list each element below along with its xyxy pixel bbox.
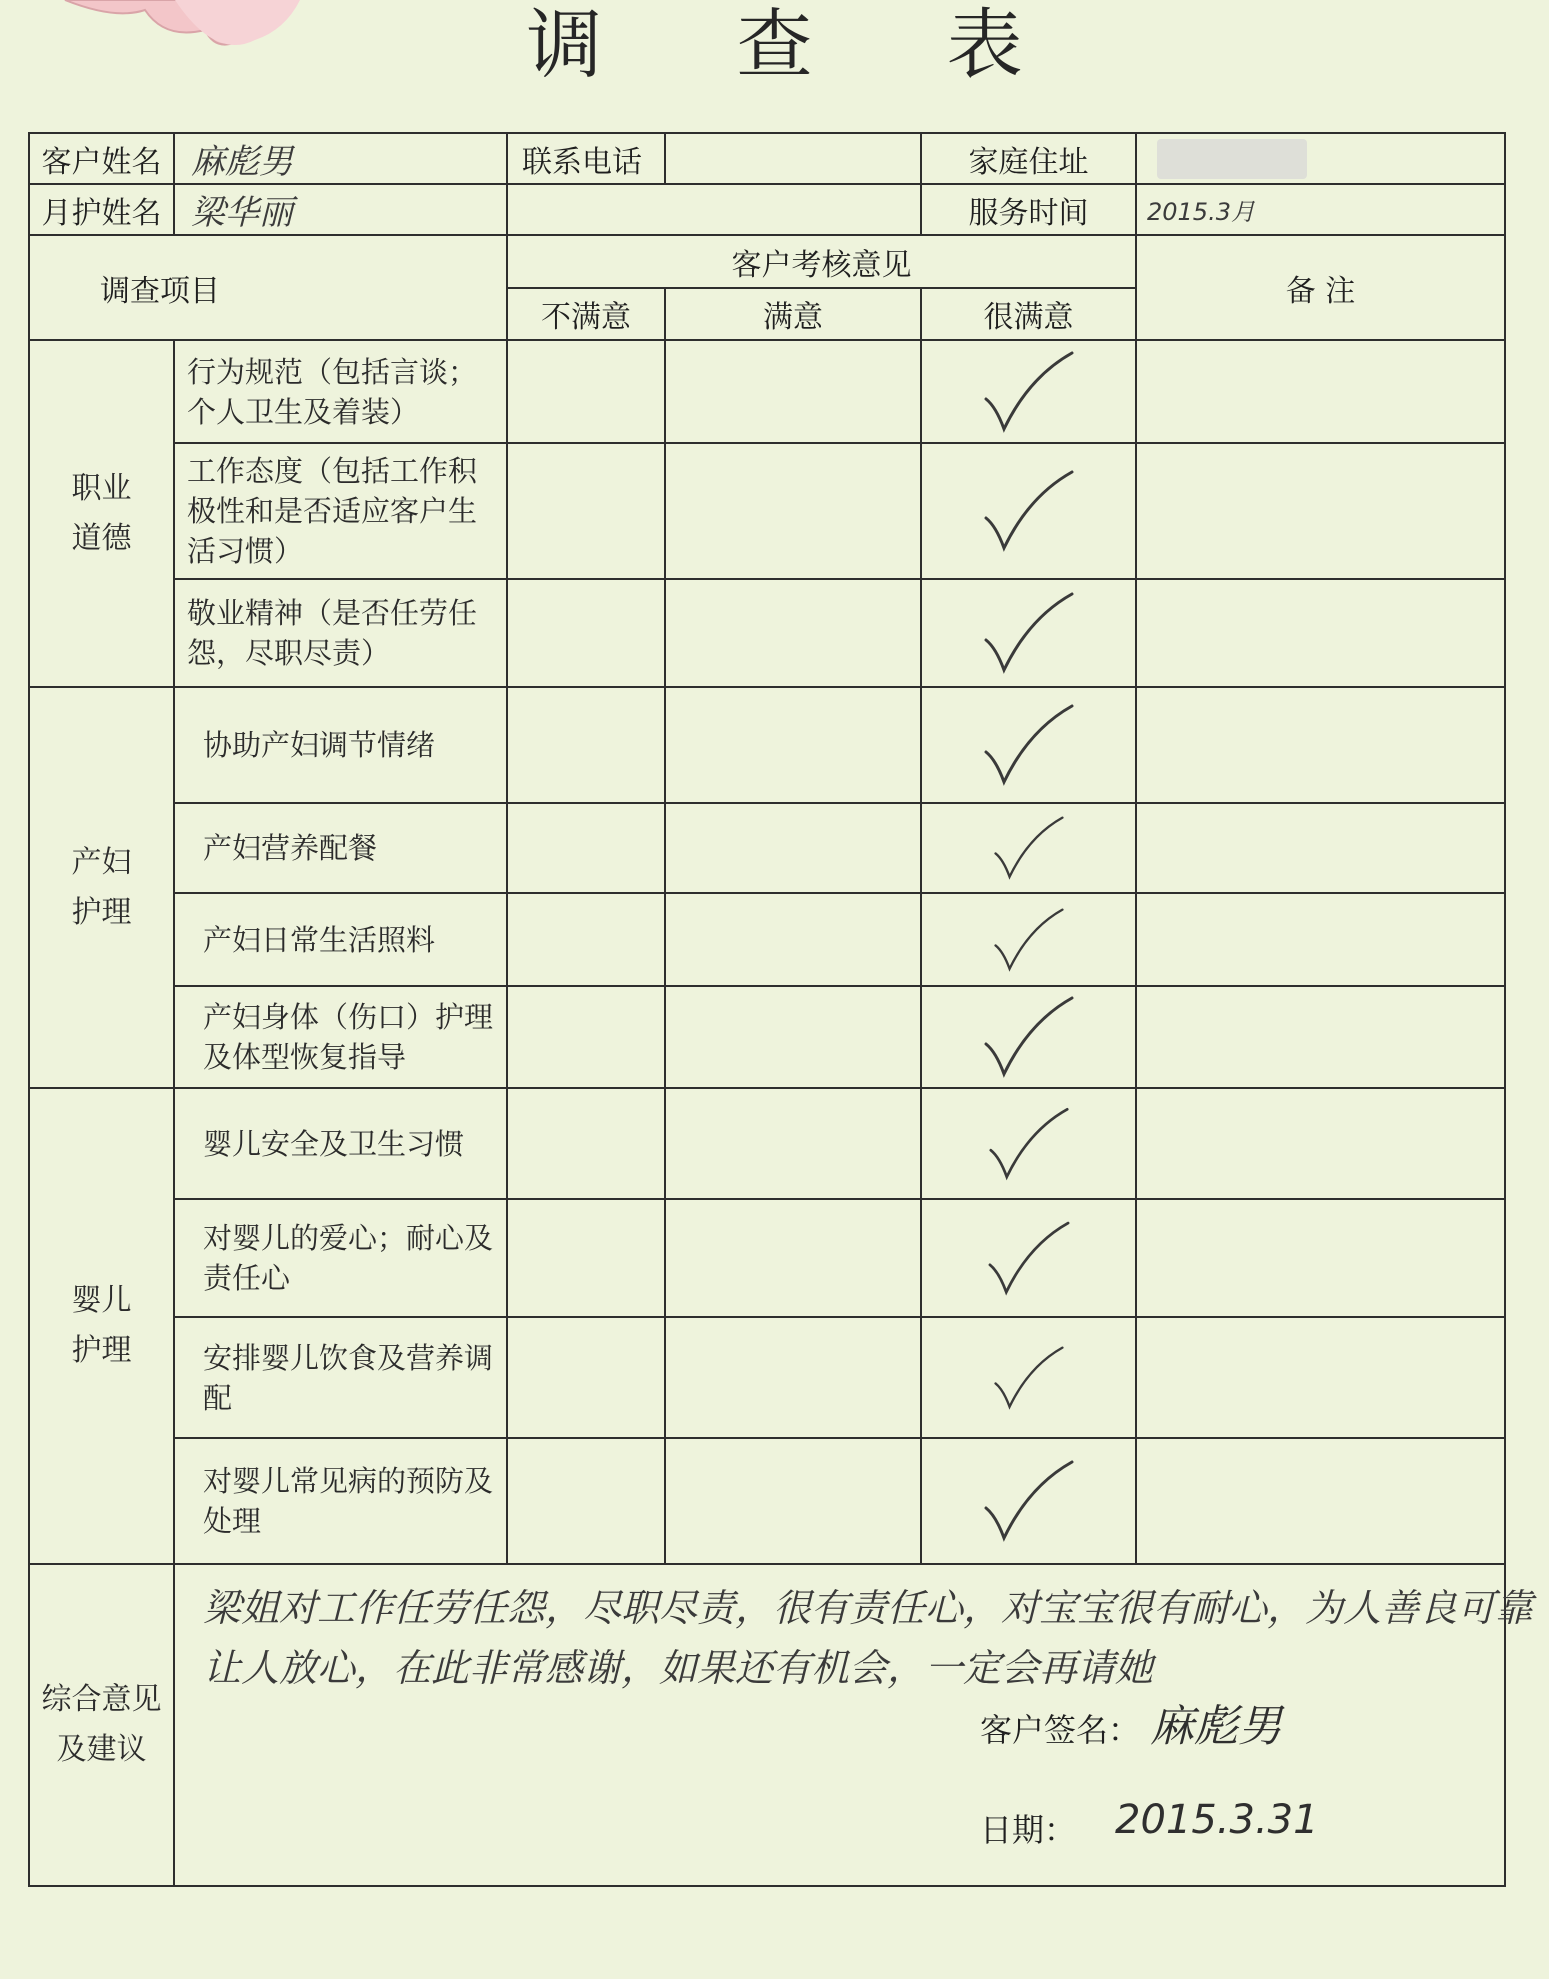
opinion-group-header: 客户考核意见 — [507, 235, 1136, 287]
checkmark-icon — [979, 1216, 1079, 1301]
very-satisfied-cell — [921, 443, 1136, 579]
phone-label: 联系电话 — [507, 133, 665, 184]
nurse-name-value: 梁华丽 — [174, 184, 507, 235]
service-time-label: 服务时间 — [921, 184, 1136, 235]
remarks-cell — [1136, 340, 1505, 443]
dissatisfied-cell — [507, 893, 665, 985]
remarks-cell — [1136, 803, 1505, 893]
dissatisfied-cell — [507, 1199, 665, 1318]
survey-table — [28, 132, 1534, 1887]
item-text: 婴儿安全及卫生习惯 — [174, 1088, 507, 1199]
item-text: 安排婴儿饮食及营养调配 — [174, 1317, 507, 1438]
remarks-header: 备 注 — [1136, 235, 1505, 339]
survey-item-header: 调查项目 — [29, 235, 507, 339]
dissatisfied-cell — [507, 579, 665, 687]
satisfied-cell — [665, 986, 921, 1088]
item-text: 产妇身体（伤口）护理及体型恢复指导 — [174, 986, 507, 1088]
checkmark-icon — [979, 1104, 1079, 1184]
category-maternal-line1: 产妇 — [71, 844, 132, 880]
remarks-cell — [1136, 443, 1505, 579]
very-satisfied-cell — [921, 579, 1136, 687]
category-ethics-line1: 职业 — [71, 470, 132, 506]
remarks-cell — [1136, 1199, 1505, 1318]
satisfied-cell — [665, 579, 921, 687]
nurse-name-label: 月护姓名 — [29, 184, 174, 235]
dissatisfied-cell — [507, 1317, 665, 1438]
item-text: 工作态度（包括工作积极性和是否适应客户生活习惯） — [174, 443, 507, 579]
checkmark-icon — [974, 1456, 1084, 1546]
very-satisfied-cell — [921, 803, 1136, 893]
checkmark-icon — [974, 700, 1084, 790]
dissatisfied-cell — [507, 443, 665, 579]
date-label: 日期： — [980, 1811, 1077, 1850]
checkmark-icon — [974, 992, 1084, 1082]
checkmark-icon — [984, 1343, 1074, 1413]
remarks-cell — [1136, 579, 1505, 687]
address-value — [1136, 133, 1505, 184]
summary-label — [29, 1564, 174, 1886]
customer-name-label: 客户姓名 — [29, 133, 174, 184]
checkmark-icon — [974, 588, 1084, 678]
remarks-cell — [1136, 893, 1505, 985]
checkmark-icon — [974, 347, 1084, 437]
item-text: 产妇营养配餐 — [174, 803, 507, 893]
summary-comment-line2: 让人放心，在此非常感谢，如果还有机会，一定会再请她 — [203, 1646, 1154, 1691]
summary-comment-cell — [174, 1564, 1534, 1886]
category-maternal — [29, 687, 174, 1088]
page-title: 调 查 表 — [526, 0, 1078, 89]
summary-label-line2: 及建议 — [56, 1732, 147, 1768]
very-satisfied-cell — [921, 893, 1136, 985]
satisfied-cell — [665, 1088, 921, 1199]
dissatisfied-cell — [507, 340, 665, 443]
very-satisfied-cell — [921, 1088, 1136, 1199]
item-text: 敬业精神（是否任劳任怨，尽职尽责） — [174, 579, 507, 687]
signature-value: 麻彪男 — [1150, 1701, 1282, 1753]
dissatisfied-cell — [507, 687, 665, 803]
customer-name-value: 麻彪男 — [174, 133, 507, 184]
very-satisfied-cell — [921, 1199, 1136, 1318]
satisfied-cell — [665, 803, 921, 893]
checkmark-icon — [984, 905, 1074, 975]
dissatisfied-cell — [507, 1438, 665, 1565]
very-satisfied-cell — [921, 1438, 1136, 1565]
service-time-value: 2015.3月 — [1136, 184, 1505, 235]
phone-value — [665, 133, 921, 184]
very-satisfied-header: 很满意 — [921, 288, 1136, 340]
item-text: 行为规范（包括言谈；个人卫生及着装） — [174, 340, 507, 443]
very-satisfied-cell — [921, 986, 1136, 1088]
satisfied-cell — [665, 893, 921, 985]
category-infant-line1: 婴儿 — [71, 1283, 132, 1319]
redacted-address — [1157, 139, 1307, 179]
satisfied-cell — [665, 687, 921, 803]
summary-comment-line1: 梁姐对工作任劳任怨，尽职尽责，很有责任心，对宝宝很有耐心，为人善良可靠 — [203, 1586, 1534, 1631]
dissatisfied-cell — [507, 1088, 665, 1199]
remarks-cell — [1136, 1438, 1505, 1565]
dissatisfied-header: 不满意 — [507, 288, 665, 340]
address-label: 家庭住址 — [921, 133, 1136, 184]
remarks-cell — [1136, 1317, 1505, 1438]
satisfied-cell — [665, 443, 921, 579]
satisfied-header: 满意 — [665, 288, 921, 340]
checkmark-icon — [984, 813, 1074, 883]
category-ethics — [29, 340, 174, 688]
remarks-cell — [1136, 1088, 1505, 1199]
very-satisfied-cell — [921, 687, 1136, 803]
very-satisfied-cell — [921, 340, 1136, 443]
remarks-cell — [1136, 687, 1505, 803]
item-text: 协助产妇调节情绪 — [174, 687, 507, 803]
category-maternal-line2: 护理 — [71, 894, 132, 930]
category-ethics-line2: 道德 — [71, 520, 132, 556]
satisfied-cell — [665, 340, 921, 443]
checkmark-icon — [974, 466, 1084, 556]
item-text: 对婴儿常见病的预防及处理 — [174, 1438, 507, 1565]
item-text: 产妇日常生活照料 — [174, 893, 507, 985]
item-text: 对婴儿的爱心；耐心及责任心 — [174, 1199, 507, 1318]
satisfied-cell — [665, 1199, 921, 1318]
date-value: 2015.3.31 — [1115, 1797, 1319, 1844]
dissatisfied-cell — [507, 986, 665, 1088]
dissatisfied-cell — [507, 803, 665, 893]
category-infant — [29, 1088, 174, 1564]
category-infant-line2: 护理 — [71, 1333, 132, 1369]
blank-cell — [507, 184, 921, 235]
satisfied-cell — [665, 1438, 921, 1565]
very-satisfied-cell — [921, 1317, 1136, 1438]
summary-label-line1: 综合意见 — [41, 1682, 162, 1718]
remarks-cell — [1136, 986, 1505, 1088]
signature-label: 客户签名： — [980, 1711, 1141, 1750]
satisfied-cell — [665, 1317, 921, 1438]
